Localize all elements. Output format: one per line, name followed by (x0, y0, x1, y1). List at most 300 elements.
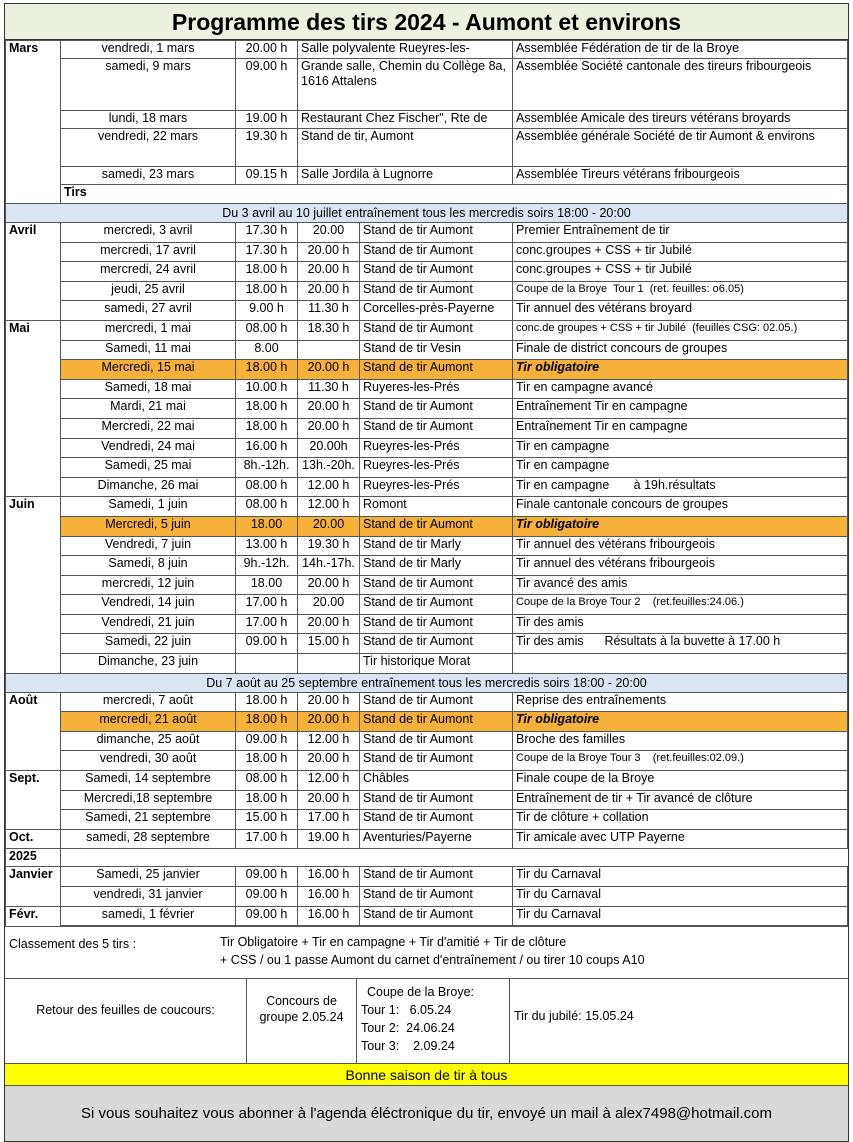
table-row (6, 536, 848, 556)
date-cell: Samedi, 8 juin (61, 556, 236, 576)
event-cell: Tir du Carnaval (513, 906, 848, 926)
table-row (6, 242, 848, 262)
end-time-cell: 14h.-17h. (298, 556, 360, 576)
start-time-cell: 09.00 h (236, 634, 298, 654)
month-cell (6, 340, 61, 360)
date-cell: Samedi, 21 septembre (61, 810, 236, 830)
coupe-broye-dates (357, 979, 510, 1063)
place-cell: Châbles (360, 771, 513, 791)
training-band (6, 204, 848, 223)
date-cell: vendredi, 22 mars (61, 129, 236, 167)
empty-cell (61, 849, 236, 867)
table-row (6, 887, 848, 907)
place-cell: Stand de tir Aumont (360, 320, 513, 340)
end-time-cell: 16.00 h (298, 906, 360, 926)
table-row (6, 438, 848, 458)
month-cell (6, 556, 61, 576)
end-time-cell: 20.00 h (298, 614, 360, 634)
classement-section (5, 926, 848, 978)
table-row (6, 399, 848, 419)
training-band (6, 673, 848, 692)
end-time-cell: 19.30 h (298, 536, 360, 556)
start-time-cell: 17.00 h (236, 829, 298, 849)
event-cell: Tir avancé des amis (513, 575, 848, 595)
month-cell (6, 654, 61, 674)
place-cell: Stand de tir Aumont (360, 751, 513, 771)
date-cell: mercredi, 21 août (61, 712, 236, 732)
event-cell: Tir des amis Résultats à la buvette à 17.00 h (513, 634, 848, 654)
place-cell: Restaurant Chez Fischer", Rte de (298, 111, 513, 129)
start-time-cell: 09.00 h (236, 731, 298, 751)
place-cell: Stand de tir Aumont (360, 223, 513, 243)
schedule-table (5, 40, 848, 926)
retour-section (5, 978, 848, 1063)
place-cell: Aventuries/Payerne (360, 829, 513, 849)
table-row (6, 654, 848, 674)
end-time-cell: 18.30 h (298, 320, 360, 340)
date-cell: samedi, 1 février (61, 906, 236, 926)
classement-line-1: Tir Obligatoire + Tir en campagne + Tir d'amitié + Tir de clôture (220, 935, 567, 950)
table-row (6, 614, 848, 634)
month-cell (6, 438, 61, 458)
table-row (6, 340, 848, 360)
table-row (6, 810, 848, 830)
event-cell: Tir en campagne avancé (513, 379, 848, 399)
place-cell: Stand de tir Marly (360, 536, 513, 556)
date-cell: vendredi, 30 août (61, 751, 236, 771)
place-cell: Stand de tir Aumont (360, 516, 513, 536)
jubile-date: Tir du jubilé: 15.05.24 (514, 1009, 634, 1024)
event-cell: Assemblée générale Société de tir Aumont & environs (513, 129, 848, 167)
event-cell: Coupe de la Broye Tour 1 (ret. feuilles: o6.05) (513, 281, 848, 301)
month-cell (6, 712, 61, 732)
month-label: Août (6, 692, 61, 712)
end-time-cell: 11.30 h (298, 379, 360, 399)
place-cell: Corcelles-près-Payerne (360, 301, 513, 321)
end-time-cell: 20.00 h (298, 790, 360, 810)
event-cell: Assemblée Amicale des tireurs vétérans broyards (513, 111, 848, 129)
month-cell (6, 751, 61, 771)
place-cell: Stand de tir Aumont (360, 731, 513, 751)
month-cell (6, 810, 61, 830)
place-cell: Salle polyvalente Rueyres-les- (298, 41, 513, 59)
event-cell: Entraînement de tir + Tir avancé de clôture (513, 790, 848, 810)
training-band-text: Du 3 avril au 10 juillet entraînement tous les mercredis soirs 18:00 - 20:00 (6, 204, 848, 223)
date-cell: lundi, 18 mars (61, 111, 236, 129)
month-label: Avril (6, 223, 61, 243)
place-cell: Stand de tir Aumont (360, 634, 513, 654)
date-cell: Vendredi, 14 juin (61, 595, 236, 615)
date-cell: Mercredi, 5 juin (61, 516, 236, 536)
table-row (6, 634, 848, 654)
table-row (6, 497, 848, 517)
month-cell (6, 516, 61, 536)
start-time-cell: 15.00 h (236, 810, 298, 830)
start-time-cell: 18.00 h (236, 281, 298, 301)
end-time-cell: 20.00 h (298, 262, 360, 282)
table-row (6, 477, 848, 497)
date-cell: vendredi, 1 mars (61, 41, 236, 59)
start-time-cell: 18.00 h (236, 418, 298, 438)
end-time-cell: 20.00 h (298, 692, 360, 712)
end-time-cell: 15.00 h (298, 634, 360, 654)
date-cell: Samedi, 22 juin (61, 634, 236, 654)
table-row (6, 575, 848, 595)
end-time-cell: 20.00 h (298, 575, 360, 595)
classement-label: Classement des 5 tirs : (9, 937, 137, 952)
page-title: Programme des tirs 2024 - Aumont et environs (5, 4, 848, 40)
month-cell (6, 458, 61, 478)
empty-cell (513, 849, 848, 867)
table-row (6, 262, 848, 282)
coupe-broye-title: Coupe de la Broye: (367, 985, 475, 1000)
place-cell: Stand de tir Vesin (360, 340, 513, 360)
start-time-cell: 18.00 (236, 516, 298, 536)
end-time-cell: 20.00 h (298, 751, 360, 771)
month-cell (6, 281, 61, 301)
table-row (6, 516, 848, 536)
event-cell: Tir de clôture + collation (513, 810, 848, 830)
time-cell: 09.00 h (236, 59, 298, 111)
end-time-cell: 20.00h (298, 438, 360, 458)
table-row (6, 829, 848, 849)
time-cell: 19.30 h (236, 129, 298, 167)
time-cell: 19.00 h (236, 111, 298, 129)
event-cell: Finale cantonale concours de groupes (513, 497, 848, 517)
end-time-cell: 20.00 (298, 223, 360, 243)
date-cell: Dimanche, 26 mai (61, 477, 236, 497)
retour-label: Retour des feuilles de coucours: (5, 979, 247, 1063)
event-cell: Finale de district concours de groupes (513, 340, 848, 360)
event-cell: Broche des familles (513, 731, 848, 751)
event-cell: conc.de groupes + CSS + tir Jubilé (feuilles CSG: 02.05.) (513, 320, 848, 340)
section-row (6, 185, 848, 204)
month-cell (6, 185, 61, 204)
start-time-cell (236, 654, 298, 674)
season-wish-banner: Bonne saison de tir à tous (5, 1063, 848, 1085)
empty-cell (236, 849, 298, 867)
start-time-cell: 18.00 h (236, 262, 298, 282)
start-time-cell: 13.00 h (236, 536, 298, 556)
place-cell: Stand de tir Aumont (360, 242, 513, 262)
month-label: Oct. (6, 829, 61, 849)
end-time-cell: 20.00 h (298, 418, 360, 438)
event-cell: Tir obligatoire (513, 712, 848, 732)
training-band-text: Du 7 août au 25 septembre entraînement tous les mercredis soirs 18:00 - 20:00 (6, 673, 848, 692)
footer (5, 926, 848, 1141)
month-cell (6, 575, 61, 595)
table-row (6, 906, 848, 926)
start-time-cell: 17.00 h (236, 614, 298, 634)
month-cell (6, 399, 61, 419)
month-label: Mars (6, 41, 61, 59)
end-time-cell: 17.00 h (298, 810, 360, 830)
date-cell: jeudi, 25 avril (61, 281, 236, 301)
end-time-cell: 12.00 h (298, 497, 360, 517)
start-time-cell: 9h.-12h. (236, 556, 298, 576)
month-cell (6, 360, 61, 380)
place-cell: Stand de tir Aumont (360, 360, 513, 380)
table-row (6, 320, 848, 340)
date-cell: Mercredi,18 septembre (61, 790, 236, 810)
month-cell (6, 418, 61, 438)
place-cell: Stand de tir Aumont (360, 790, 513, 810)
event-cell: Assemblée Fédération de tir de la Broye (513, 41, 848, 59)
start-time-cell: 08.00 h (236, 771, 298, 791)
start-time-cell: 18.00 h (236, 712, 298, 732)
month-cell (6, 167, 61, 185)
month-label: Mai (6, 320, 61, 340)
end-time-cell: 20.00 h (298, 712, 360, 732)
coupe-tour-1: Tour 1: 6.05.24 (361, 1003, 452, 1018)
start-time-cell: 16.00 h (236, 438, 298, 458)
place-cell: Stand de tir Aumont (360, 614, 513, 634)
table-row (6, 129, 848, 167)
event-cell: Assemblée Société cantonale des tireurs fribourgeois (513, 59, 848, 111)
event-cell: Coupe de la Broye Tour 2 (ret.feuilles:24.06.) (513, 595, 848, 615)
place-cell: Stand de tir Aumont (360, 262, 513, 282)
table-row (6, 692, 848, 712)
place-cell: Romont (360, 497, 513, 517)
event-cell: Tir annuel des vétérans fribourgeois (513, 556, 848, 576)
end-time-cell: 19.00 h (298, 829, 360, 849)
place-cell: Stand de tir, Aumont (298, 129, 513, 167)
start-time-cell: 17.30 h (236, 242, 298, 262)
event-cell: conc.groupes + CSS + tir Jubilé (513, 262, 848, 282)
date-cell: Samedi, 25 mai (61, 458, 236, 478)
empty-cell (298, 849, 360, 867)
event-cell: Reprise des entraînements (513, 692, 848, 712)
date-cell: Vendredi, 7 juin (61, 536, 236, 556)
date-cell: vendredi, 31 janvier (61, 887, 236, 907)
start-time-cell: 18.00 h (236, 399, 298, 419)
event-cell: Tir obligatoire (513, 360, 848, 380)
place-cell: Stand de tir Aumont (360, 595, 513, 615)
date-cell: Mercredi, 15 mai (61, 360, 236, 380)
table-row (6, 59, 848, 111)
end-time-cell: 12.00 h (298, 731, 360, 751)
month-cell (6, 536, 61, 556)
date-cell: Samedi, 14 septembre (61, 771, 236, 791)
end-time-cell: 11.30 h (298, 301, 360, 321)
table-row (6, 111, 848, 129)
start-time-cell: 09.00 h (236, 867, 298, 887)
table-row (6, 556, 848, 576)
table-row (6, 418, 848, 438)
date-cell: Vendredi, 21 juin (61, 614, 236, 634)
month-cell (6, 477, 61, 497)
year-label: 2025 (6, 849, 61, 867)
date-cell: Vendredi, 24 mai (61, 438, 236, 458)
coupe-tour-3: Tour 3: 2.09.24 (361, 1039, 455, 1054)
event-cell: Finale coupe de la Broye (513, 771, 848, 791)
place-cell: Rueyres-les-Prés (360, 458, 513, 478)
date-cell: mercredi, 7 août (61, 692, 236, 712)
event-cell: Tir en campagne (513, 438, 848, 458)
event-cell: Tir en campagne (513, 458, 848, 478)
month-cell (6, 129, 61, 167)
end-time-cell: 13h.-20h. (298, 458, 360, 478)
month-cell (6, 731, 61, 751)
place-cell: Rueyres-les-Prés (360, 477, 513, 497)
end-time-cell: 20.00 (298, 595, 360, 615)
event-cell (513, 654, 848, 674)
start-time-cell: 18.00 h (236, 751, 298, 771)
table-row (6, 281, 848, 301)
end-time-cell: 16.00 h (298, 887, 360, 907)
event-cell: Tir annuel des vétérans fribourgeois (513, 536, 848, 556)
table-row (6, 379, 848, 399)
place-cell: Stand de tir Aumont (360, 418, 513, 438)
end-time-cell: 12.00 h (298, 477, 360, 497)
place-cell: Stand de tir Aumont (360, 692, 513, 712)
date-cell: mercredi, 17 avril (61, 242, 236, 262)
subscription-note: Si vous souhaitez vous abonner à l'agenda éléctronique du tir, envoyé un mail à alex7498@hotmail.com (5, 1085, 848, 1141)
date-cell: samedi, 27 avril (61, 301, 236, 321)
place-cell: Stand de tir Aumont (360, 906, 513, 926)
month-cell (6, 634, 61, 654)
place-cell: Salle Jordila à Lugnorre (298, 167, 513, 185)
month-cell (6, 887, 61, 907)
month-cell (6, 301, 61, 321)
start-time-cell: 08.00 h (236, 477, 298, 497)
event-cell: Entraînement Tir en campagne (513, 418, 848, 438)
year-row (6, 849, 848, 867)
date-cell: samedi, 28 septembre (61, 829, 236, 849)
date-cell: dimanche, 25 août (61, 731, 236, 751)
table-row (6, 771, 848, 791)
event-cell: Tir des amis (513, 614, 848, 634)
table-row (6, 458, 848, 478)
start-time-cell: 17.30 h (236, 223, 298, 243)
table-row (6, 41, 848, 59)
end-time-cell: 20.00 h (298, 242, 360, 262)
month-cell (6, 262, 61, 282)
end-time-cell (298, 654, 360, 674)
date-cell: Mercredi, 22 mai (61, 418, 236, 438)
start-time-cell: 08.00 h (236, 497, 298, 517)
schedule-sheet (4, 3, 849, 1142)
place-cell: Stand de tir Aumont (360, 867, 513, 887)
table-row (6, 867, 848, 887)
event-cell: conc.groupes + CSS + tir Jubilé (513, 242, 848, 262)
date-cell: mercredi, 24 avril (61, 262, 236, 282)
place-cell: Stand de tir Aumont (360, 399, 513, 419)
place-cell: Stand de tir Aumont (360, 712, 513, 732)
place-cell: Ruyeres-les-Prés (360, 379, 513, 399)
time-cell: 09.15 h (236, 167, 298, 185)
month-cell (6, 242, 61, 262)
start-time-cell: 18.00 h (236, 692, 298, 712)
table-row (6, 595, 848, 615)
start-time-cell: 8h.-12h. (236, 458, 298, 478)
coupe-tour-2: Tour 2: 24.06.24 (361, 1021, 455, 1036)
month-cell (6, 379, 61, 399)
date-cell: Samedi, 18 mai (61, 379, 236, 399)
table-row (6, 751, 848, 771)
event-cell: Entraînement Tir en campagne (513, 399, 848, 419)
place-cell: Tir historique Morat (360, 654, 513, 674)
place-cell: Stand de tir Marly (360, 556, 513, 576)
date-cell: Mardi, 21 mai (61, 399, 236, 419)
end-time-cell: 20.00 (298, 516, 360, 536)
start-time-cell: 10.00 h (236, 379, 298, 399)
month-label: Sept. (6, 771, 61, 791)
month-cell (6, 614, 61, 634)
start-time-cell: 9.00 h (236, 301, 298, 321)
place-cell: Stand de tir Aumont (360, 281, 513, 301)
date-cell: mercredi, 12 juin (61, 575, 236, 595)
start-time-cell: 08.00 h (236, 320, 298, 340)
date-cell: samedi, 23 mars (61, 167, 236, 185)
event-cell: Premier Entraînement de tir (513, 223, 848, 243)
event-cell: Tir du Carnaval (513, 867, 848, 887)
start-time-cell: 09.00 h (236, 906, 298, 926)
start-time-cell: 18.00 h (236, 790, 298, 810)
end-time-cell (298, 340, 360, 360)
table-row (6, 790, 848, 810)
event-cell: Coupe de la Broye Tour 3 (ret.feuilles:02.09.) (513, 751, 848, 771)
table-row (6, 301, 848, 321)
date-cell: Samedi, 11 mai (61, 340, 236, 360)
month-cell (6, 59, 61, 111)
place-cell: Stand de tir Aumont (360, 810, 513, 830)
month-cell (6, 111, 61, 129)
event-cell: Tir amicale avec UTP Payerne (513, 829, 848, 849)
event-cell: Tir obligatoire (513, 516, 848, 536)
table-row (6, 712, 848, 732)
place-cell: Stand de tir Aumont (360, 887, 513, 907)
start-time-cell: 17.00 h (236, 595, 298, 615)
place-cell: Rueyres-les-Prés (360, 438, 513, 458)
empty-cell (360, 849, 513, 867)
classement-line-2: + CSS / ou 1 passe Aumont du carnet d'entraînement / ou tirer 10 coups A10 (220, 953, 645, 968)
end-time-cell: 20.00 h (298, 399, 360, 419)
start-time-cell: 09.00 h (236, 887, 298, 907)
place-cell: Stand de tir Aumont (360, 575, 513, 595)
concours-groupe-date: Concours de groupe 2.05.24 (247, 979, 357, 1063)
end-time-cell: 20.00 h (298, 281, 360, 301)
event-cell: Tir du Carnaval (513, 887, 848, 907)
month-label: Févr. (6, 906, 61, 926)
date-cell: Dimanche, 23 juin (61, 654, 236, 674)
section-label-tirs: Tirs (61, 185, 848, 204)
end-time-cell: 20.00 h (298, 360, 360, 380)
month-cell (6, 595, 61, 615)
date-cell: mercredi, 3 avril (61, 223, 236, 243)
end-time-cell: 12.00 h (298, 771, 360, 791)
date-cell: samedi, 9 mars (61, 59, 236, 111)
place-cell: Grande salle, Chemin du Collège 8a, 1616 Attalens (298, 59, 513, 111)
event-cell: Tir annuel des vétérans broyard (513, 301, 848, 321)
table-row (6, 223, 848, 243)
start-time-cell: 18.00 (236, 575, 298, 595)
date-cell: Samedi, 1 juin (61, 497, 236, 517)
month-label: Janvier (6, 867, 61, 887)
table-row (6, 167, 848, 185)
start-time-cell: 18.00 h (236, 360, 298, 380)
month-cell (6, 790, 61, 810)
time-cell: 20.00 h (236, 41, 298, 59)
month-label: Juin (6, 497, 61, 517)
date-cell: Samedi, 25 janvier (61, 867, 236, 887)
start-time-cell: 8.00 (236, 340, 298, 360)
event-cell: Assemblée Tireurs vétérans fribourgeois (513, 167, 848, 185)
end-time-cell: 16.00 h (298, 867, 360, 887)
date-cell: mercredi, 1 mai (61, 320, 236, 340)
table-row (6, 731, 848, 751)
event-cell: Tir en campagne à 19h.résultats (513, 477, 848, 497)
